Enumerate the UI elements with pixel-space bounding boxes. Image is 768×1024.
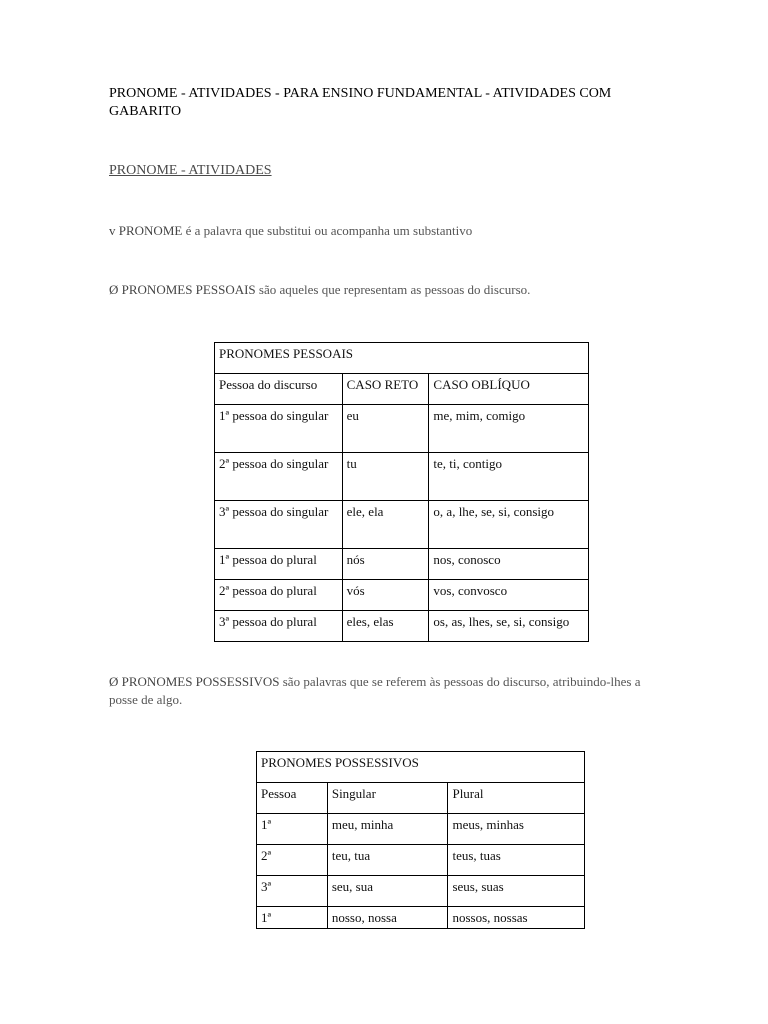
table-cell: 3ª pessoa do plural — [215, 611, 343, 642]
table-cell: eu — [342, 405, 429, 453]
table-cell: me, mim, comigo — [429, 405, 589, 453]
page-title: PRONOME - ATIVIDADES - PARA ENSINO FUNDAMENTAL - ATIVIDADES COM GABARITO — [109, 86, 612, 119]
table-cell: nossos, nossas — [448, 907, 585, 929]
table-cell: eles, elas — [342, 611, 429, 642]
table-cell: ele, ela — [342, 501, 429, 549]
table-cell: vós — [342, 580, 429, 611]
table-cell: 2ª pessoa do plural — [215, 580, 343, 611]
table-cell: teu, tua — [327, 845, 448, 876]
table-cell: 3ª — [257, 876, 328, 907]
intro-text: é a palavra que substitui ou acompanha um substantivo — [182, 223, 473, 238]
table-cell: te, ti, contigo — [429, 453, 589, 501]
possessive-lead: Ø PRONOMES POSSESSIVOS — [109, 674, 280, 689]
table-cell: o, a, lhe, se, si, consigo — [429, 501, 589, 549]
possessive-pronouns-table — [256, 751, 585, 929]
personal-pronouns-paragraph — [109, 281, 530, 299]
table-cell: seu, sua — [327, 876, 448, 907]
table-title: PRONOMES POSSESSIVOS — [257, 752, 585, 783]
table-cell: nós — [342, 549, 429, 580]
section-title: PRONOME - ATIVIDADES — [109, 163, 272, 178]
column-header: Singular — [327, 783, 448, 814]
column-header: Pessoa do discurso — [215, 374, 343, 405]
possessive-text: são palavras que se referem às pessoas do discurso, atribuindo-lhes a posse de algo. — [109, 674, 641, 707]
table-cell: vos, convosco — [429, 580, 589, 611]
table-cell: nos, conosco — [429, 549, 589, 580]
possessive-pronouns-paragraph — [109, 673, 669, 709]
table-title: PRONOMES PESSOAIS — [215, 343, 589, 374]
table-cell: teus, tuas — [448, 845, 585, 876]
table-cell: meu, minha — [327, 814, 448, 845]
intro-paragraph — [109, 222, 472, 240]
table-cell: 1ª — [257, 814, 328, 845]
column-header: Plural — [448, 783, 585, 814]
table-cell: meus, minhas — [448, 814, 585, 845]
table-cell: 2ª — [257, 845, 328, 876]
table-cell: seus, suas — [448, 876, 585, 907]
column-header: Pessoa — [257, 783, 328, 814]
table-cell: nosso, nossa — [327, 907, 448, 929]
table-cell: os, as, lhes, se, si, consigo — [429, 611, 589, 642]
table-cell: 2ª pessoa do singular — [215, 453, 343, 501]
column-header: CASO OBLÍQUO — [429, 374, 589, 405]
table-cell: 3ª pessoa do singular — [215, 501, 343, 549]
personal-pronouns-table — [214, 342, 589, 642]
column-header: CASO RETO — [342, 374, 429, 405]
table-cell: tu — [342, 453, 429, 501]
table-cell: 1ª — [257, 907, 328, 929]
table-cell: 1ª pessoa do singular — [215, 405, 343, 453]
personal-lead: Ø PRONOMES PESSOAIS — [109, 282, 256, 297]
table-cell: 1ª pessoa do plural — [215, 549, 343, 580]
personal-text: são aqueles que representam as pessoas do discurso. — [255, 282, 531, 297]
intro-lead: v PRONOME — [109, 223, 183, 238]
